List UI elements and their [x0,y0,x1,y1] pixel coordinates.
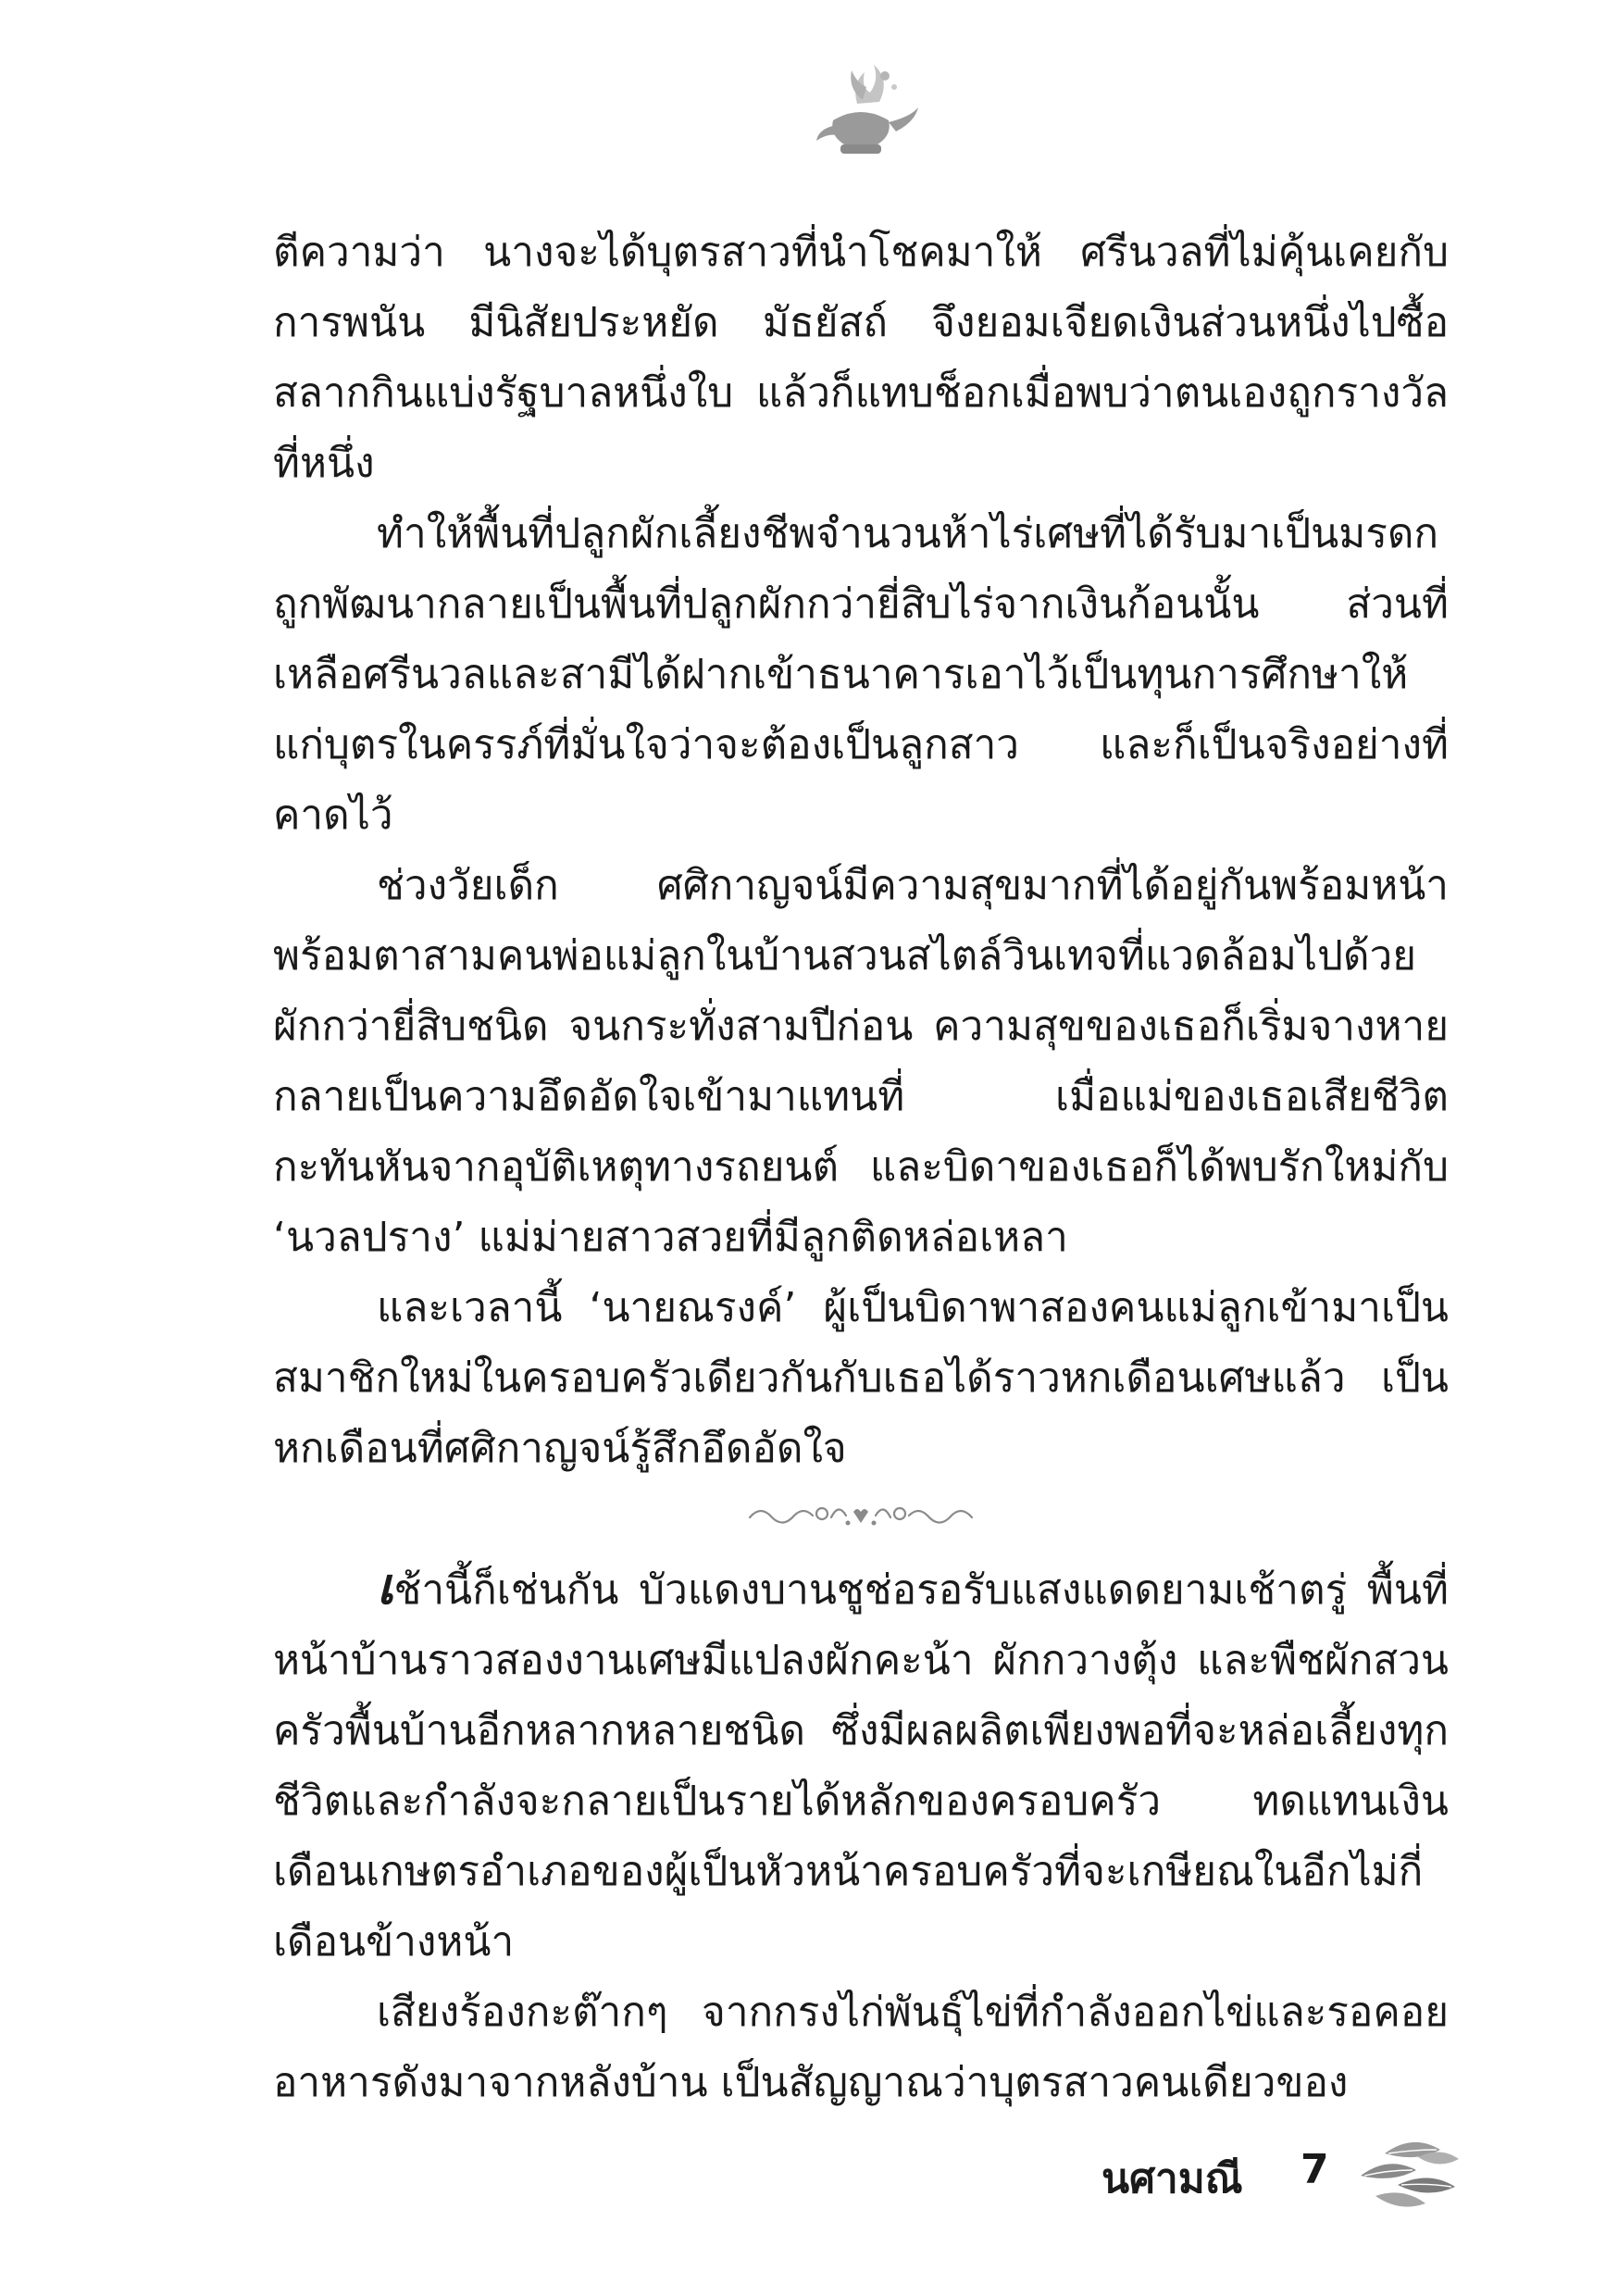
section2-paragraph-2: เสียงร้องกะต๊ากๆ จากกรงไก่พันธุ์ไข่ที่กำลังออกไข่และรอคอยอาหารดังมาจากหลังบ้าน เป็นสัญญาณว่าบุตรสาวคนเดียวของ [273,1989,1449,2106]
section2-opening-text: ช้านี้ก็เช่นกัน บัวแดงบานชูช่อรอรับแสงแดดยามเช้าตรู่ พื้นที่หน้าบ้านราวสองงานเศษมีแปลงผักคะน้า ผักกวางตุ้ง และพืชผักสวนครัวพื้นบ้านอีกหลากหลายชนิด ซึ่งมีผลผลิตเพียงพอที่จะหล่อเลี้ยงทุกชีวิตและกำลังจะกลายเป็นรายได้หลักของครอบครัว ทดแทนเงินเดือนเกษตรอำเภอของผู้เป็นหัวหน้าครอบครัวที่จะเกษียณในอีกไม่กี่เดือนข้างหน้า [273,1566,1449,1965]
section-divider-flourish-icon [741,1491,981,1538]
footer-leaf-cluster-icon [1351,2129,1462,2217]
section2-drop-initial: เ [377,1556,394,1616]
chapter-body [273,218,1449,2118]
page-number: 7 [1301,2146,1329,2193]
paragraph-2: ทำให้พื้นที่ปลูกผักเลี้ยงชีพจำนวนห้าไร่เศษที่ได้รับมาเป็นมรดกถูกพัฒนากลายเป็นพื้นที่ปลูกผักกว่ายี่สิบไร่จากเงินก้อนนั้น ส่วนที่เหลือศรีนวลและสามีได้ฝากเข้าธนาคารเอาไว้เป็นทุนการศึกษาให้แก่บุตรในครรภ์ที่มั่นใจว่าจะต้องเป็นลูกสาว และก็เป็นจริงอย่างที่คาดไว้ [273,510,1449,839]
footer-book-title: นศามณี [1101,2155,1243,2202]
section2-opening-paragraph [273,1551,1449,1978]
paragraph-1: ตีความว่า นางจะได้บุตรสาวที่นำโชคมาให้ ศรีนวลที่ไม่คุ้นเคยกับการพนัน มีนิสัยประหยัด มัธยัสถ์ จึงยอมเจียดเงินส่วนหนึ่งไปซื้อสลากกินแบ่งรัฐบาลหนึ่งใบ แล้วก็แทบช็อกเมื่อพบว่าตนเองถูกรางวัลที่หนึ่ง [273,229,1449,487]
paragraph-3: ช่วงวัยเด็ก ศศิกาญจน์มีความสุขมากที่ได้อยู่กันพร้อมหน้าพร้อมตาสามคนพ่อแม่ลูกในบ้านสวนสไตล์วินเทจที่แวดล้อมไปด้วยผักกว่ายี่สิบชนิด จนกระทั่งสามปีก่อน ความสุขของเธอก็เริ่มจางหายกลายเป็นความอึดอัดใจเข้ามาแทนที่ เมื่อแม่ของเธอเสียชีวิตกะทันหันจากอุบัติเหตุทางรถยนต์ และบิดาของเธอก็ได้พบรักใหม่กับ ‘นวลปราง’ แม่ม่ายสาวสวยที่มีลูกติดหล่อเหลา [273,862,1449,1261]
page-footer [1074,2129,1481,2222]
header-lamp-ornament-icon [796,56,926,167]
paragraph-4: และเวลานี้ ‘นายณรงค์’ ผู้เป็นบิดาพาสองคนแม่ลูกเข้ามาเป็นสมาชิกใหม่ในครอบครัวเดียวกันกับเธอได้ราวหกเดือนเศษแล้ว เป็นหกเดือนที่ศศิกาญจน์รู้สึกอึดอัดใจ [273,1284,1449,1472]
